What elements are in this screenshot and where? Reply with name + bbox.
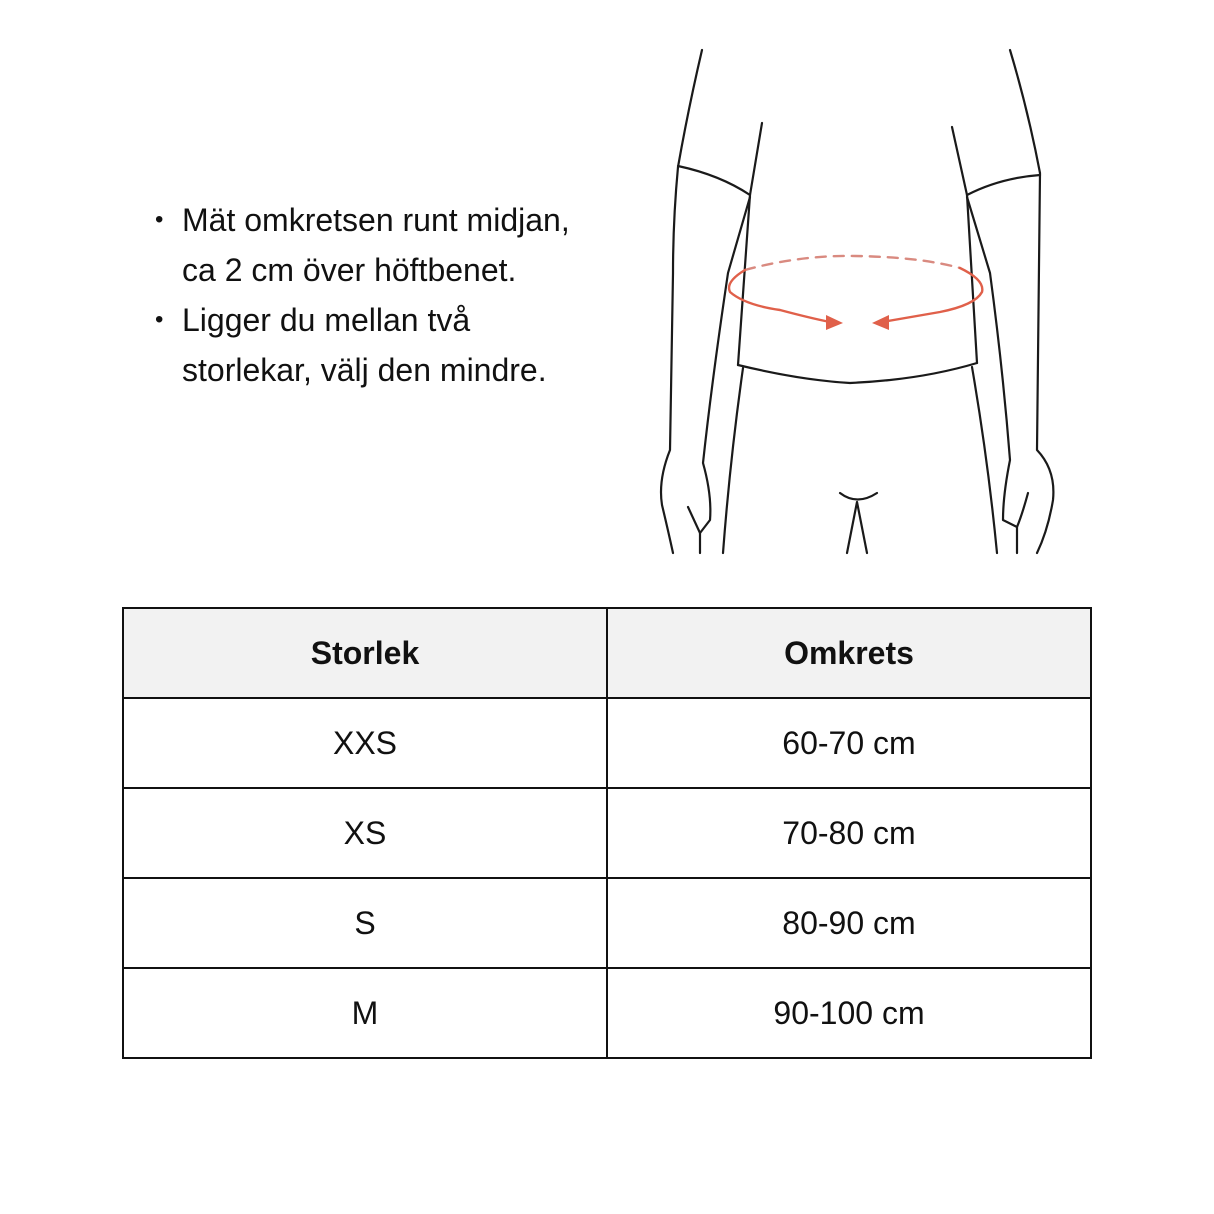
table-row bbox=[123, 878, 1091, 968]
circumference-cell: 70-80 cm bbox=[607, 788, 1091, 878]
instruction-text: • Mät omkretsen runt midjan, bbox=[182, 202, 570, 238]
table-row bbox=[123, 698, 1091, 788]
circumference-cell: 90-100 cm bbox=[607, 968, 1091, 1058]
size-cell: M bbox=[123, 968, 607, 1058]
column-header-circumference: Omkrets bbox=[607, 608, 1091, 698]
table-row bbox=[123, 788, 1091, 878]
instruction-text: ca 2 cm över höftbenet. bbox=[182, 252, 517, 288]
size-cell: S bbox=[123, 878, 607, 968]
instruction-text: • Ligger du mellan två bbox=[182, 302, 471, 338]
instruction-text: storlekar, välj den mindre. bbox=[182, 352, 547, 388]
column-header-size: Storlek bbox=[123, 608, 607, 698]
circumference-cell: 80-90 cm bbox=[607, 878, 1091, 968]
table-header-row bbox=[123, 608, 1091, 698]
size-cell: XXS bbox=[123, 698, 607, 788]
waist-measurement-illustration-icon bbox=[0, 0, 1214, 600]
size-table bbox=[122, 607, 1092, 1059]
circumference-cell: 60-70 cm bbox=[607, 698, 1091, 788]
size-cell: XS bbox=[123, 788, 607, 878]
table-row bbox=[123, 968, 1091, 1058]
